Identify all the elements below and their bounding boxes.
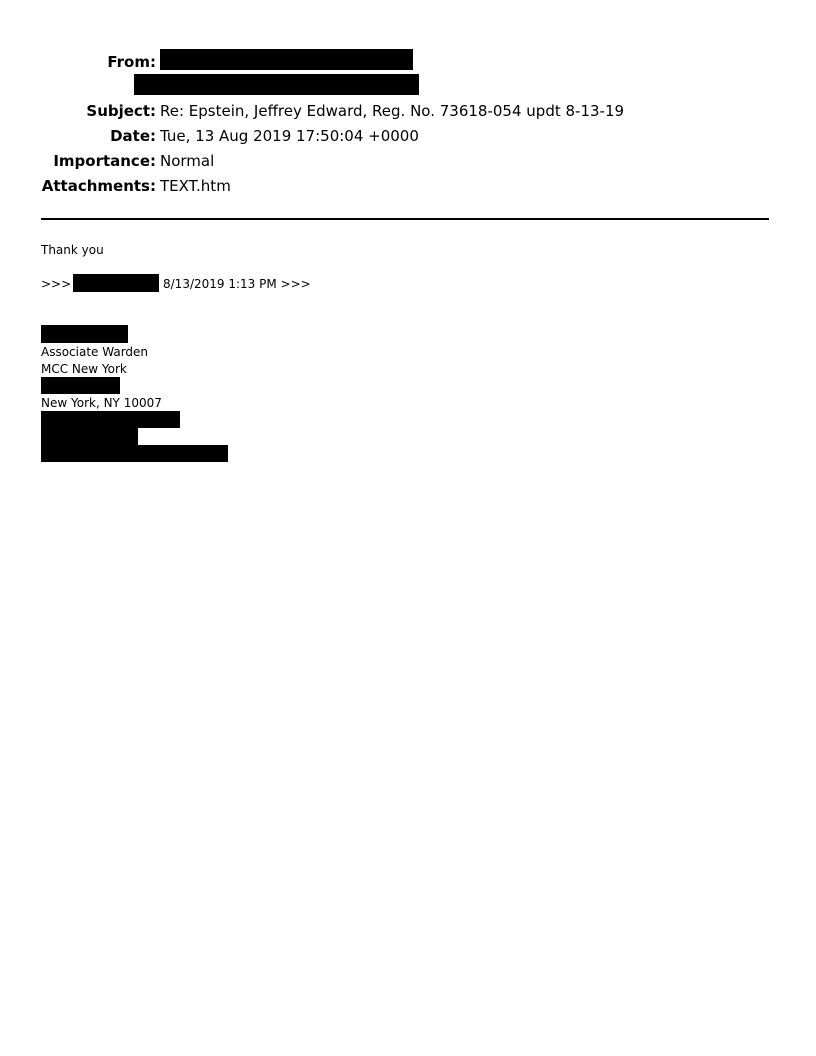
quote-prefix: >>>	[41, 277, 72, 291]
signature-title: Associate Warden	[41, 345, 149, 359]
from-label: From:	[107, 53, 156, 71]
greeting-text: Thank you	[41, 243, 104, 257]
importance-value: Normal	[160, 152, 215, 170]
redacted-phone-line	[41, 411, 180, 428]
signature-org: MCC New York	[41, 362, 127, 376]
redacted-email-line	[41, 445, 228, 462]
date-label: Date:	[110, 127, 156, 145]
date-row	[0, 125, 816, 147]
importance-row	[0, 150, 816, 172]
subject-value: Re: Epstein, Jeffrey Edward, Reg. No. 73618-054 updt 8-13-19	[160, 102, 625, 120]
quote-timestamp: 8/13/2019 1:13 PM >>>	[163, 277, 311, 291]
redacted-fax-line	[41, 428, 138, 445]
attachments-label: Attachments:	[41, 177, 156, 195]
header-divider	[41, 218, 769, 220]
redacted-street-address	[41, 377, 120, 394]
importance-label: Importance:	[53, 152, 156, 170]
subject-label: Subject:	[86, 102, 156, 120]
redacted-quoted-sender	[73, 274, 159, 292]
redacted-sender-address	[134, 74, 419, 95]
redacted-signer-name	[41, 325, 128, 343]
redacted-sender-name	[160, 49, 413, 70]
attachments-value: TEXT.htm	[160, 177, 231, 195]
date-value: Tue, 13 Aug 2019 17:50:04 +0000	[160, 127, 419, 145]
signature-city-line: New York, NY 10007	[41, 396, 162, 410]
attachments-row	[0, 175, 816, 197]
subject-row	[0, 100, 816, 122]
